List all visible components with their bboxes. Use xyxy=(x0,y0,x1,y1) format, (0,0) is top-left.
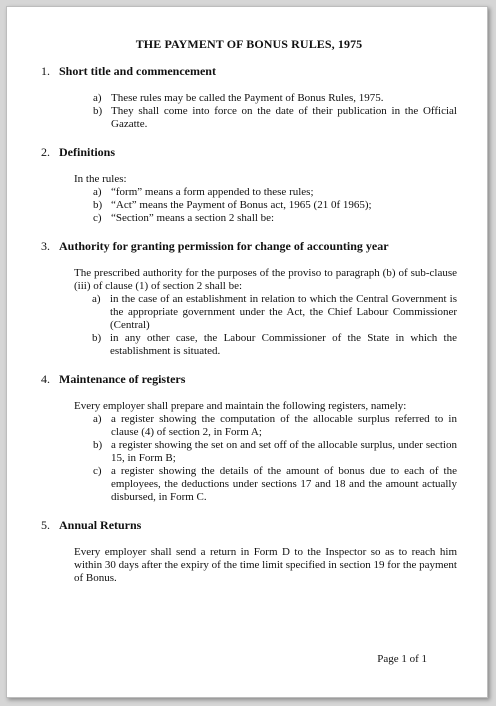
section-number: 2. xyxy=(41,145,50,159)
list-item xyxy=(93,199,457,212)
section-short-title xyxy=(41,64,457,131)
section-heading xyxy=(41,64,457,79)
section-heading-text: Definitions xyxy=(59,145,116,159)
item-marker: b) xyxy=(92,332,102,344)
section-intro: Every employer shall send a return in Form D to the Inspector so as to reach him within 30 days after the expiry of the time limit specified in section 19 for the payment of Bonus. xyxy=(74,546,457,584)
section-number: 4. xyxy=(41,372,50,386)
item-text: a register showing the details of the amount of bonus due to each of the employees, the deductions under sections 17 and 18 and the amount actually disbursed, in Form C. xyxy=(111,465,457,503)
list-item xyxy=(92,332,457,358)
section-heading-text: Annual Returns xyxy=(59,518,142,532)
clause-list xyxy=(93,186,457,225)
section-number: 3. xyxy=(41,239,50,253)
section-heading-text: Maintenance of registers xyxy=(59,372,186,386)
section-number: 5. xyxy=(41,518,50,532)
item-text: a register showing the computation of the allocable surplus referred to in clause (4) of section 2, in Form A; xyxy=(111,413,457,438)
item-text: “Act” means the Payment of Bonus act, 1965 (21 0f 1965); xyxy=(111,199,372,211)
section-heading xyxy=(41,372,457,387)
item-marker: b) xyxy=(93,199,103,211)
list-item xyxy=(93,439,457,465)
item-marker: a) xyxy=(93,92,102,104)
section-intro: Every employer shall prepare and maintain the following registers, namely: xyxy=(74,400,407,412)
item-marker: a) xyxy=(92,293,101,305)
list-item xyxy=(93,105,457,131)
item-marker: c) xyxy=(93,212,102,224)
item-marker: b) xyxy=(93,105,103,117)
item-text: in the case of an establishment in relation to which the Central Government is the appropriate government under the Act, the Chief Labour Commissioner (Central) xyxy=(110,293,457,331)
list-item xyxy=(93,465,457,504)
item-marker: a) xyxy=(93,413,102,425)
item-marker: b) xyxy=(93,439,103,451)
section-heading xyxy=(41,239,457,254)
list-item xyxy=(93,413,457,439)
list-item xyxy=(93,92,457,105)
list-item xyxy=(93,212,457,225)
section-intro: The prescribed authority for the purposes of the proviso to paragraph (b) of sub-clause (iii) of clause (1) of section 2 shall be: xyxy=(74,267,457,292)
list-item xyxy=(93,186,457,199)
clause-list xyxy=(93,413,457,504)
section-heading xyxy=(41,518,457,533)
document-page xyxy=(6,6,488,698)
section-registers xyxy=(41,372,457,504)
section-authority xyxy=(41,239,457,358)
section-number: 1. xyxy=(41,64,50,78)
section-heading xyxy=(41,145,457,160)
item-marker: a) xyxy=(93,186,102,198)
section-heading-text: Short title and commencement xyxy=(59,64,216,78)
item-text: They shall come into force on the date of their publication in the Official Gazatte. xyxy=(111,105,457,130)
document-title: THE PAYMENT OF BONUS RULES, 1975 xyxy=(135,37,363,51)
section-heading-text: Authority for granting permission for change of accounting year xyxy=(59,239,389,253)
item-marker: c) xyxy=(93,465,102,477)
list-item xyxy=(92,293,457,332)
section-intro: In the rules: xyxy=(74,173,127,185)
page-number: Page 1 of 1 xyxy=(377,653,427,665)
section-annual-returns xyxy=(41,518,457,585)
item-text: These rules may be called the Payment of Bonus Rules, 1975. xyxy=(111,92,384,104)
section-definitions xyxy=(41,145,457,225)
item-text: in any other case, the Labour Commissioner of the State in which the establishment is situated. xyxy=(110,332,457,357)
item-text: a register showing the set on and set off of the allocable surplus, under section 15, in Form B; xyxy=(111,439,457,464)
clause-list xyxy=(93,92,457,131)
item-text: “form” means a form appended to these rules; xyxy=(111,186,314,198)
item-text: “Section” means a section 2 shall be: xyxy=(111,212,275,224)
clause-list xyxy=(92,293,457,358)
